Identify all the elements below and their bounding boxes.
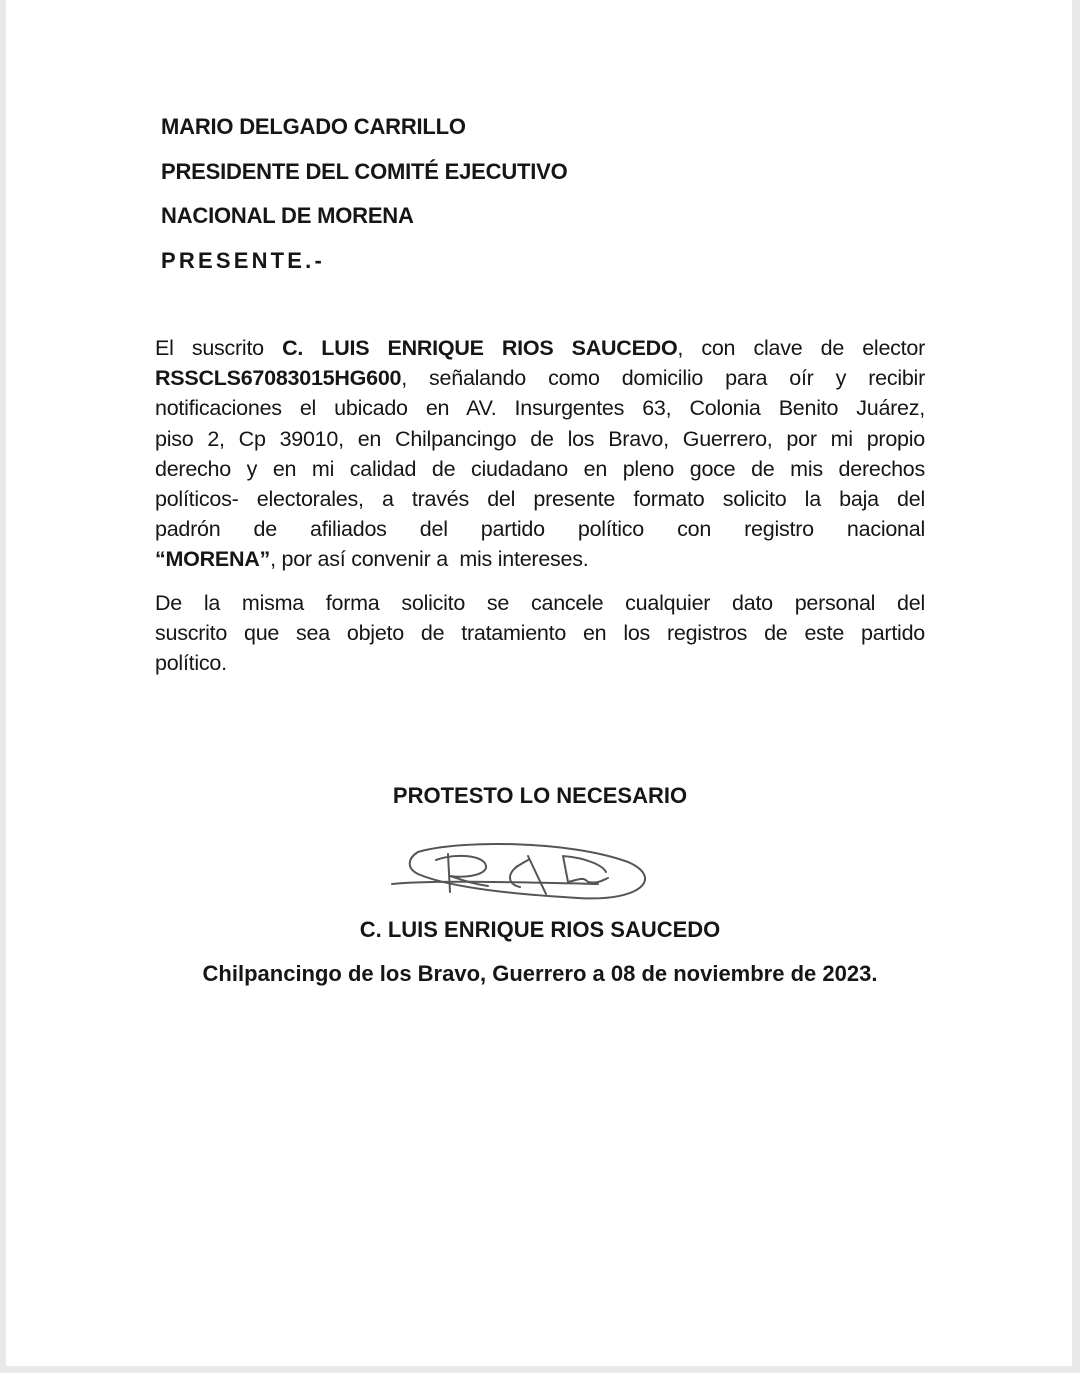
protesto-label: PROTESTO LO NECESARIO [392, 783, 688, 808]
signer-name: C. LUIS ENRIQUE RIOS SAUCEDO [359, 917, 721, 942]
paragraph-line [155, 363, 925, 393]
text: político. [155, 651, 227, 676]
recipient-name: MARIO DELGADO CARRILLO [161, 114, 466, 139]
paragraph-line [155, 648, 925, 678]
body-paragraph-2 [155, 588, 925, 679]
text: , señalando como domicilio para oír y recibir [401, 366, 925, 391]
text: derecho y en mi calidad de ciudadano en pleno goce de mis derechos [155, 456, 925, 481]
text: El suscrito [155, 336, 283, 360]
text: , por así convenir a mis intereses. [270, 547, 589, 572]
signature-image [388, 832, 658, 902]
paragraph-line [155, 424, 925, 454]
paragraph-line [155, 393, 925, 423]
text: piso 2, Cp 39010, en Chilpancingo de los Bravo, Guerrero, por mi propio [155, 426, 925, 451]
paragraph-line [155, 544, 925, 574]
paragraph-line [155, 588, 925, 618]
place-date: Chilpancingo de los Bravo, Guerrero a 08 de noviembre de 2023. [202, 961, 878, 986]
paragraph-line [155, 333, 925, 363]
bold-text: RSSCLS67083015HG600 [155, 366, 402, 391]
text: padrón de afiliados del partido político con registro nacional [155, 517, 925, 542]
text: De la misma forma solicito se cancele cualquier dato personal del [155, 591, 925, 615]
text: notificaciones el ubicado en AV. Insurgentes 63, Colonia Benito Juárez, [155, 396, 925, 421]
paragraph-line [155, 454, 925, 484]
paragraph-line [155, 514, 925, 544]
recipient-title-line1: PRESIDENTE DEL COMITÉ EJECUTIVO [161, 159, 568, 184]
text: políticos- electorales, a través del presente formato solicito la baja del [155, 487, 925, 512]
presente-label: PRESENTE.- [161, 248, 326, 273]
document-page [6, 0, 1072, 1366]
paragraph-line [155, 618, 925, 648]
text: suscrito que sea objeto de tratamiento en los registros de este partido [155, 621, 925, 646]
bold-text: C. LUIS ENRIQUE RIOS SAUCEDO [282, 336, 678, 360]
recipient-title-line2: NACIONAL DE MORENA [161, 203, 414, 228]
paragraph-line [155, 484, 925, 514]
bold-text: “MORENA” [155, 547, 271, 572]
text: , con clave de elector [677, 336, 926, 360]
body-paragraph-1 [155, 333, 925, 575]
